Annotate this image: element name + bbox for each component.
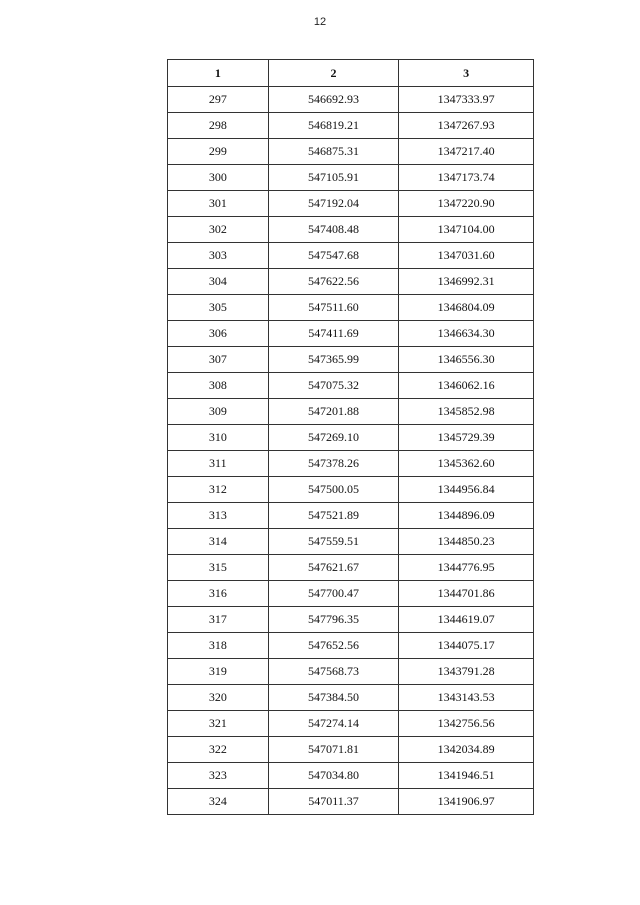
cell-x-coordinate: 547105.91 (268, 165, 399, 191)
cell-x-coordinate: 547700.47 (268, 581, 399, 607)
cell-y-coordinate: 1342034.89 (399, 737, 534, 763)
cell-y-coordinate: 1341946.51 (399, 763, 534, 789)
cell-y-coordinate: 1343791.28 (399, 659, 534, 685)
cell-x-coordinate: 547071.81 (268, 737, 399, 763)
cell-y-coordinate: 1347220.90 (399, 191, 534, 217)
table-row (168, 165, 534, 191)
table-row (168, 139, 534, 165)
cell-point-number: 314 (168, 529, 269, 555)
cell-point-number: 299 (168, 139, 269, 165)
table-row (168, 685, 534, 711)
cell-x-coordinate: 547652.56 (268, 633, 399, 659)
table-row (168, 633, 534, 659)
cell-y-coordinate: 1345852.98 (399, 399, 534, 425)
table-row (168, 243, 534, 269)
cell-x-coordinate: 547274.14 (268, 711, 399, 737)
cell-x-coordinate: 546692.93 (268, 87, 399, 113)
table-row (168, 529, 534, 555)
cell-x-coordinate: 547547.68 (268, 243, 399, 269)
cell-y-coordinate: 1344776.95 (399, 555, 534, 581)
cell-point-number: 318 (168, 633, 269, 659)
cell-point-number: 316 (168, 581, 269, 607)
table-row (168, 581, 534, 607)
cell-point-number: 313 (168, 503, 269, 529)
cell-point-number: 307 (168, 347, 269, 373)
cell-point-number: 320 (168, 685, 269, 711)
cell-point-number: 300 (168, 165, 269, 191)
table-row (168, 399, 534, 425)
cell-y-coordinate: 1343143.53 (399, 685, 534, 711)
cell-y-coordinate: 1345729.39 (399, 425, 534, 451)
cell-x-coordinate: 547411.69 (268, 321, 399, 347)
table-row (168, 555, 534, 581)
cell-point-number: 315 (168, 555, 269, 581)
cell-x-coordinate: 547269.10 (268, 425, 399, 451)
cell-y-coordinate: 1346804.09 (399, 295, 534, 321)
cell-x-coordinate: 547034.80 (268, 763, 399, 789)
cell-point-number: 319 (168, 659, 269, 685)
table-row (168, 373, 534, 399)
table-header-row (168, 60, 534, 87)
table-row (168, 295, 534, 321)
page-number: 12 (313, 16, 327, 28)
cell-point-number: 317 (168, 607, 269, 633)
cell-x-coordinate: 547408.48 (268, 217, 399, 243)
cell-y-coordinate: 1347333.97 (399, 87, 534, 113)
table-row (168, 737, 534, 763)
cell-y-coordinate: 1344850.23 (399, 529, 534, 555)
table-row (168, 87, 534, 113)
cell-x-coordinate: 547511.60 (268, 295, 399, 321)
table-row (168, 477, 534, 503)
cell-point-number: 310 (168, 425, 269, 451)
cell-y-coordinate: 1346634.30 (399, 321, 534, 347)
cell-y-coordinate: 1344075.17 (399, 633, 534, 659)
cell-y-coordinate: 1346062.16 (399, 373, 534, 399)
cell-point-number: 306 (168, 321, 269, 347)
table-row (168, 321, 534, 347)
cell-y-coordinate: 1347173.74 (399, 165, 534, 191)
table-row (168, 425, 534, 451)
table-row (168, 113, 534, 139)
cell-x-coordinate: 547201.88 (268, 399, 399, 425)
cell-point-number: 301 (168, 191, 269, 217)
table-row (168, 607, 534, 633)
column-header-x: 2 (268, 60, 399, 87)
cell-point-number: 305 (168, 295, 269, 321)
cell-point-number: 302 (168, 217, 269, 243)
cell-x-coordinate: 547559.51 (268, 529, 399, 555)
cell-x-coordinate: 547796.35 (268, 607, 399, 633)
cell-x-coordinate: 547621.67 (268, 555, 399, 581)
cell-y-coordinate: 1344956.84 (399, 477, 534, 503)
table-row (168, 217, 534, 243)
cell-y-coordinate: 1347267.93 (399, 113, 534, 139)
cell-x-coordinate: 546819.21 (268, 113, 399, 139)
table-row (168, 451, 534, 477)
cell-point-number: 308 (168, 373, 269, 399)
cell-y-coordinate: 1341906.97 (399, 789, 534, 815)
cell-x-coordinate: 547622.56 (268, 269, 399, 295)
cell-x-coordinate: 547192.04 (268, 191, 399, 217)
cell-x-coordinate: 547384.50 (268, 685, 399, 711)
table-row (168, 269, 534, 295)
coordinates-table (167, 59, 534, 815)
cell-point-number: 304 (168, 269, 269, 295)
cell-point-number: 297 (168, 87, 269, 113)
cell-y-coordinate: 1346992.31 (399, 269, 534, 295)
cell-y-coordinate: 1347104.00 (399, 217, 534, 243)
cell-point-number: 324 (168, 789, 269, 815)
cell-y-coordinate: 1346556.30 (399, 347, 534, 373)
cell-point-number: 312 (168, 477, 269, 503)
cell-y-coordinate: 1345362.60 (399, 451, 534, 477)
cell-y-coordinate: 1347031.60 (399, 243, 534, 269)
table-row (168, 347, 534, 373)
cell-x-coordinate: 547378.26 (268, 451, 399, 477)
cell-x-coordinate: 547011.37 (268, 789, 399, 815)
table-row (168, 763, 534, 789)
table-row (168, 711, 534, 737)
table-body (168, 87, 534, 815)
cell-x-coordinate: 547365.99 (268, 347, 399, 373)
cell-point-number: 321 (168, 711, 269, 737)
cell-x-coordinate: 547075.32 (268, 373, 399, 399)
cell-y-coordinate: 1344619.07 (399, 607, 534, 633)
table-row (168, 191, 534, 217)
table-row (168, 659, 534, 685)
table-row (168, 789, 534, 815)
cell-point-number: 298 (168, 113, 269, 139)
cell-x-coordinate: 547521.89 (268, 503, 399, 529)
cell-point-number: 322 (168, 737, 269, 763)
cell-y-coordinate: 1344896.09 (399, 503, 534, 529)
cell-y-coordinate: 1342756.56 (399, 711, 534, 737)
cell-x-coordinate: 546875.31 (268, 139, 399, 165)
cell-y-coordinate: 1344701.86 (399, 581, 534, 607)
cell-x-coordinate: 547500.05 (268, 477, 399, 503)
column-header-y: 3 (399, 60, 534, 87)
cell-point-number: 323 (168, 763, 269, 789)
table-row (168, 503, 534, 529)
column-header-point: 1 (168, 60, 269, 87)
cell-y-coordinate: 1347217.40 (399, 139, 534, 165)
cell-point-number: 309 (168, 399, 269, 425)
cell-point-number: 303 (168, 243, 269, 269)
cell-point-number: 311 (168, 451, 269, 477)
cell-x-coordinate: 547568.73 (268, 659, 399, 685)
